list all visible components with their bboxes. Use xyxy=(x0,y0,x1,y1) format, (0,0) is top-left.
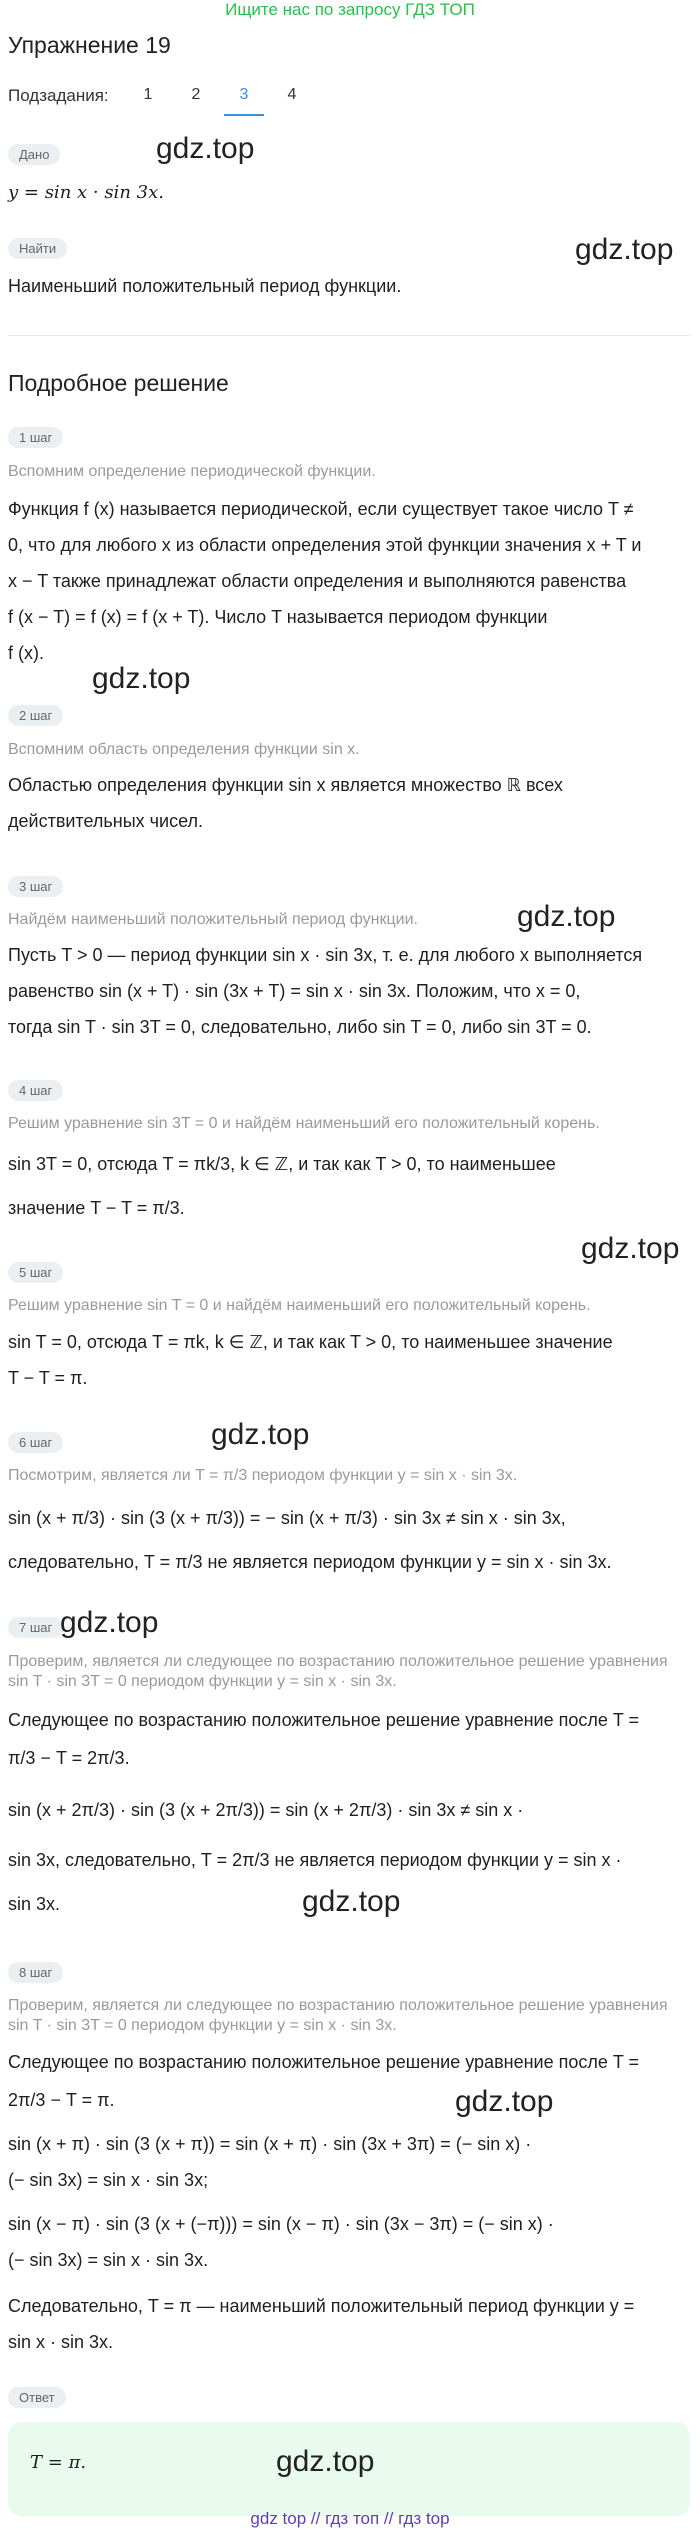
step-1-line-1: Функция f (x) называется периодической, если существует такое число T ≠ xyxy=(8,499,634,519)
step-8-line-6: (− sin 3x) = sin x · sin 3x. xyxy=(8,2250,209,2270)
footer-links[interactable]: gdz top // гдз топ // гдз top xyxy=(250,2509,450,2528)
active-tab-indicator xyxy=(224,114,264,116)
subtask-tab-1[interactable]: 1 xyxy=(143,86,153,103)
step-4-pill: 4 шаг xyxy=(8,1080,63,1101)
watermark: gdz.top xyxy=(455,2085,554,2118)
step-6-line-2: следовательно, T = π/3 не является периодом функции y = sin x · sin 3x. xyxy=(8,1552,612,1572)
page-title: Упражнение 19 xyxy=(8,32,171,58)
step-2-line-2: действительных чисел. xyxy=(8,811,203,831)
step-1-line-3: x − T также принадлежат области определения и выполняются равенства xyxy=(8,571,627,591)
subtask-tab-3[interactable]: 3 xyxy=(239,86,249,103)
watermark: gdz.top xyxy=(276,2445,375,2478)
step-4-line-2: значение T − T = π/3. xyxy=(8,1198,185,1218)
step-7-hint: Проверим, является ли следующее по возрастанию положительное решение уравнения sin T · sin 3T = 0 периодом функции y = sin x · sin 3x. xyxy=(8,1653,668,1690)
step-3-hint: Найдём наименьший положительный период функции. xyxy=(8,911,418,928)
step-6-pill: 6 шаг xyxy=(8,1432,63,1453)
watermark: gdz.top xyxy=(517,900,616,933)
watermark: gdz.top xyxy=(211,1418,310,1451)
step-7-pill: 7 шаг xyxy=(8,1617,63,1638)
subtask-tab-4[interactable]: 4 xyxy=(287,86,297,103)
step-3-line-1: Пусть T > 0 — период функции sin x · sin 3x, т. е. для любого x выполняется xyxy=(8,945,643,965)
step-1-line-5: f (x). xyxy=(8,643,44,663)
step-8-line-2: 2π/3 − T = π. xyxy=(8,2090,115,2110)
step-2-line-1: Областью определения функции sin x является множество ℝ всех xyxy=(8,775,563,795)
step-5-hint: Решим уравнение sin T = 0 и найдём наименьший его положительный корень. xyxy=(8,1297,591,1314)
step-3-line-2: равенство sin (x + T) · sin (3x + T) = sin x · sin 3x. Положим, что x = 0, xyxy=(8,981,581,1001)
step-7-line-1: Следующее по возрастанию положительное решение уравнение после T = xyxy=(8,1710,640,1730)
watermark: gdz.top xyxy=(92,662,191,695)
step-2-pill: 2 шаг xyxy=(8,705,63,726)
answer-text: T = π. xyxy=(30,2452,87,2473)
subtasks-label: Подзадания: xyxy=(8,86,109,105)
step-1-hint: Вспомним определение периодической функции. xyxy=(8,463,376,480)
find-text: Наименьший положительный период функции. xyxy=(8,276,402,296)
solution-title: Подробное решение xyxy=(8,370,229,396)
step-1-pill: 1 шаг xyxy=(8,427,63,448)
watermark: gdz.top xyxy=(581,1232,680,1265)
step-7-line-5: sin 3x. xyxy=(8,1894,61,1914)
step-7-line-2: π/3 − T = 2π/3. xyxy=(8,1748,130,1768)
step-8-hint: Проверим, является ли следующее по возрастанию положительное решение уравнения sin T · sin 3T = 0 периодом функции y = sin x · sin 3x. xyxy=(8,1997,668,2034)
step-5-line-1: sin T = 0, отсюда T = πk, k ∈ ℤ, и так как T > 0, то наименьшее значение xyxy=(8,1332,613,1352)
step-8-line-5: sin (x − π) · sin (3 (x + (−π))) = sin (x − π) · sin (3x − 3π) = (− sin x) · xyxy=(8,2214,554,2234)
step-8-line-7: Следовательно, T = π — наименьший положительный период функции y = xyxy=(8,2296,635,2316)
step-7-line-3: sin (x + 2π/3) · sin (3 (x + 2π/3)) = sin (x + 2π/3) · sin 3x ≠ sin x · xyxy=(8,1800,524,1820)
step-3-line-3: тогда sin T · sin 3T = 0, следовательно, либо sin T = 0, либо sin 3T = 0. xyxy=(8,1017,592,1037)
step-8-line-8: sin x · sin 3x. xyxy=(8,2332,114,2352)
step-8-line-4: (− sin 3x) = sin x · sin 3x; xyxy=(8,2170,209,2190)
step-1-line-2: 0, что для любого x из области определения этой функции значения x + T и xyxy=(8,535,642,555)
watermark: gdz.top xyxy=(156,132,255,165)
given-formula: y = sin x · sin 3x. xyxy=(8,182,164,203)
step-6-line-1: sin (x + π/3) · sin (3 (x + π/3)) = − sin (x + π/3) · sin 3x ≠ sin x · sin 3x, xyxy=(8,1508,566,1528)
section-divider xyxy=(8,335,690,336)
watermark: gdz.top xyxy=(575,233,674,266)
step-8-line-1: Следующее по возрастанию положительное решение уравнение после T = xyxy=(8,2052,640,2072)
step-8-pill: 8 шаг xyxy=(8,1962,63,1983)
step-4-hint: Решим уравнение sin 3T = 0 и найдём наименьший его положительный корень. xyxy=(8,1115,600,1132)
watermark: gdz.top xyxy=(302,1885,401,1918)
step-1-line-4: f (x − T) = f (x) = f (x + T). Число T называется периодом функции xyxy=(8,607,548,627)
step-6-hint: Посмотрим, является ли T = π/3 периодом функции y = sin x · sin 3x. xyxy=(8,1467,518,1484)
step-4-line-1: sin 3T = 0, отсюда T = πk/3, k ∈ ℤ, и так как T > 0, то наименьшее xyxy=(8,1154,556,1174)
step-8-line-3: sin (x + π) · sin (3 (x + π)) = sin (x + π) · sin (3x + 3π) = (− sin x) · xyxy=(8,2134,532,2154)
top-banner[interactable]: Ищите нас по запросу ГДЗ ТОП xyxy=(225,0,475,19)
step-3-pill: 3 шаг xyxy=(8,876,63,897)
step-2-hint: Вспомним область определения функции sin x. xyxy=(8,741,360,758)
given-pill: Дано xyxy=(8,144,60,165)
answer-pill: Ответ xyxy=(8,2387,66,2408)
step-7-line-4: sin 3x, следовательно, T = 2π/3 не является периодом функции y = sin x · xyxy=(8,1850,622,1870)
step-5-pill: 5 шаг xyxy=(8,1262,63,1283)
find-pill: Найти xyxy=(8,238,67,259)
subtask-tab-2[interactable]: 2 xyxy=(191,86,201,103)
step-5-line-2: T − T = π. xyxy=(8,1368,88,1388)
watermark: gdz.top xyxy=(60,1606,159,1639)
